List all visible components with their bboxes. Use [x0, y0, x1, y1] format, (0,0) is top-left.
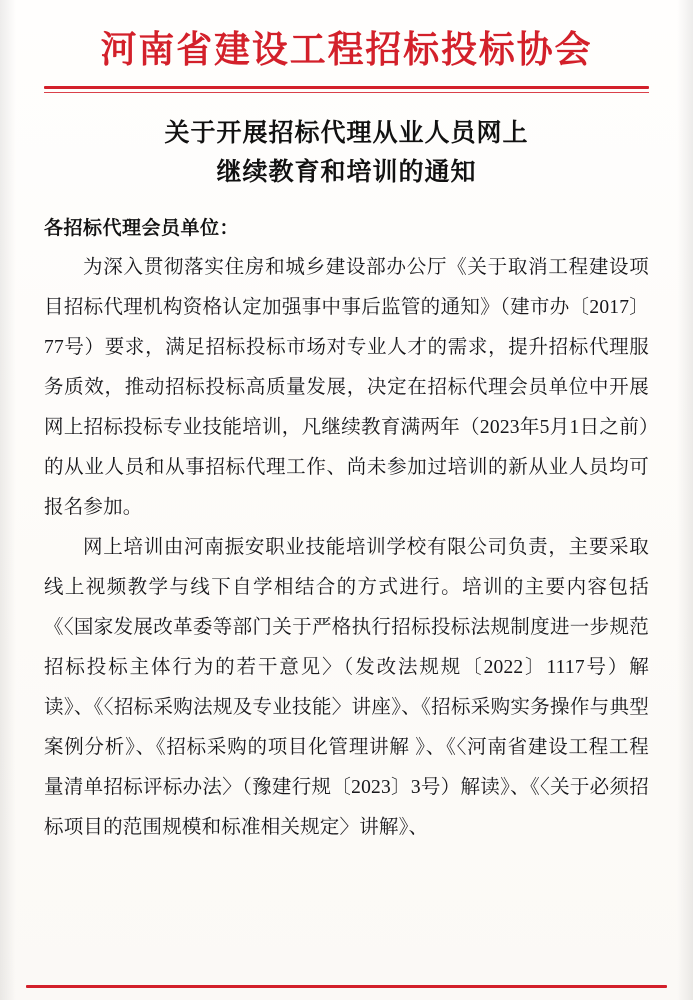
letterhead-divider-thick [44, 86, 649, 89]
letterhead-organization-title: 河南省建设工程招标投标协会 [100, 27, 593, 71]
letterhead-divider-thin [44, 92, 649, 93]
page-right-shadow [677, 0, 693, 1000]
page-title-line-1: 关于开展招标代理从业人员网上 [164, 120, 529, 148]
letterhead [44, 0, 649, 72]
body-paragraph-1: 为深入贯彻落实住房和城乡建设部办公厅《关于取消工程建设项目招标代理机构资格认定加强事中事后监管的通知》（建市办〔2017〕77号）要求，满足招标投标市场对专业人才的需求，提升招标代理服务质效，推动招标投标高质量发展，决定在招标代理会员单位中开展网上招标投标专业技能培训，凡继续教育满两年（2023年5月1日之前）的从业人员和从事招标代理工作、尚未参加过培训的新从业人员均可报名参加。 [44, 256, 649, 518]
page-title-line-2: 继续教育和培训的通知 [216, 159, 477, 186]
page-left-shadow [0, 0, 16, 1000]
document-body [44, 248, 649, 848]
salutation: 各招标代理会员单位： [44, 217, 240, 239]
page-title [44, 115, 649, 193]
footer-divider [26, 985, 667, 988]
footer-divider-wrap [0, 985, 693, 988]
body-paragraph-2: 网上培训由河南振安职业技能培训学校有限公司负责，主要采取线上视频教学与线下自学相结合的方式进行。培训的主要内容包括《〈国家发展改革委等部门关于严格执行招标投标法规制度进一步规范招标投标主体行为的若干意见〉（发改法规规〔2022〕1117号）解读》、《〈招标采购法规及专业技能〉讲座》、《招标采购实务操作与典型案例分析》、《招标采购的项目化管理讲解 》、《〈河南省建设工程工程量清单招标评标办法〉（豫建行规〔2023〕3号）解读》、《〈关于必须招标项目的范围规模和标准相关规定〉讲解》、 [44, 536, 649, 838]
